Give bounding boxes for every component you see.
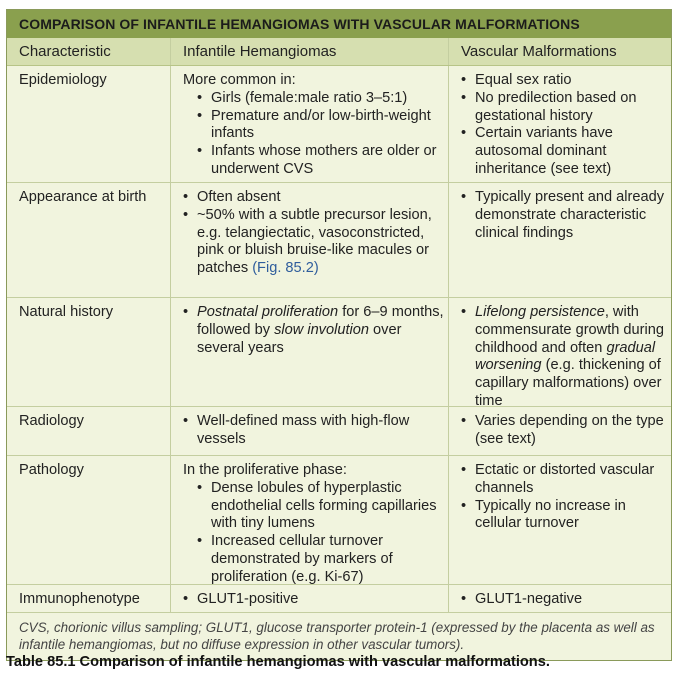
- hemangioma-cell: [170, 66, 448, 182]
- list-item: • Varies depending on the type (see text): [461, 413, 664, 447]
- list-item: • Premature and/or low-birth-weight infants: [197, 107, 431, 142]
- table-row-epidemiology: [7, 66, 671, 183]
- list-item: • Typically no increase in cellular turnover: [461, 497, 626, 532]
- hemangioma-cell: [170, 407, 448, 455]
- list-item: • GLUT1-negative: [461, 591, 583, 607]
- malformation-cell: [448, 298, 671, 409]
- list-item: • Equal sex ratio: [461, 72, 572, 88]
- list-item: • Well-defined mass with high-flow vessels: [183, 413, 410, 447]
- list-item: • Typically present and already demonstrate characteristic clinical findings: [461, 189, 665, 241]
- characteristic-cell: Epidemiology: [19, 72, 107, 88]
- list-item: • ~50% with a subtle precursor lesion, e.g. telangiectatic, vasoconstricted, pink or bluish bruise-like macules or patches (Fig. 85.2): [183, 206, 432, 277]
- table-row-natural-history: [7, 298, 671, 407]
- table-row-immunophenotype: [7, 585, 671, 613]
- list-item: • Lifelong persistence, with commensurate growth during childhood and often gradual worsening (e.g. thickening of capillary malformations) over time: [461, 304, 664, 409]
- hemangioma-cell: [170, 298, 448, 406]
- characteristic-cell: Radiology: [19, 413, 84, 429]
- list-item: • Girls (female:male ratio 3–5:1): [197, 89, 408, 106]
- malformation-cell: [448, 407, 671, 455]
- table-caption: Table 85.1 Comparison of infantile hemangiomas with vascular malformations.: [6, 654, 550, 670]
- list-item: • Ectatic or distorted vascular channels: [461, 462, 655, 496]
- list-item: • No predilection based on gestational history: [461, 89, 637, 124]
- table-header-row: [7, 38, 671, 66]
- list-item: • Increased cellular turnover demonstrated by markers of proliferation (e.g. Ki-67): [197, 533, 393, 585]
- list-item: • Postnatal proliferation for 6–9 months, followed by slow involution over several years: [183, 304, 444, 356]
- table-row-radiology: [7, 407, 671, 456]
- list-item: • Certain variants have autosomal dominant inheritance (see text): [461, 125, 613, 177]
- characteristic-cell: Natural history: [19, 304, 114, 320]
- cell-intro: In the proliferative phase:: [183, 462, 347, 478]
- hemangioma-cell: [170, 183, 448, 297]
- characteristic-cell: Immunophenotype: [19, 591, 140, 607]
- cell-intro: More common in:: [183, 72, 296, 88]
- malformation-cell: [448, 66, 671, 182]
- header-infantile-hemangiomas: Infantile Hemangiomas: [170, 38, 448, 65]
- list-item: • GLUT1-positive: [183, 591, 299, 607]
- hemangioma-cell: [170, 585, 448, 612]
- malformation-cell: [448, 585, 671, 612]
- header-vascular-malformations: Vascular Malformations: [448, 38, 671, 65]
- list-item: • Dense lobules of hyperplastic endothelial cells forming capillaries with tiny lumens: [197, 479, 437, 532]
- table-footnote: CVS, chorionic villus sampling; GLUT1, glucose transporter protein-1 (expressed by the placenta as well as infantile hemangiomas, but no diffuse expression in other vascular tumors).: [7, 613, 671, 660]
- table-row-appearance-at-birth: [7, 183, 671, 298]
- malformation-cell: [448, 183, 671, 297]
- characteristic-cell: Pathology: [19, 462, 84, 478]
- table-title: COMPARISON OF INFANTILE HEMANGIOMAS WITH VASCULAR MALFORMATIONS: [7, 10, 671, 38]
- header-characteristic: Characteristic: [19, 43, 111, 60]
- comparison-table: [6, 9, 672, 661]
- malformation-cell: [448, 456, 671, 584]
- list-item: • Often absent: [183, 189, 281, 205]
- figure-reference-link[interactable]: (Fig. 85.2): [252, 260, 319, 277]
- table-row-pathology: [7, 456, 671, 585]
- list-item: • Infants whose mothers are older or underwent CVS: [197, 143, 437, 177]
- hemangioma-cell: [170, 456, 448, 584]
- characteristic-cell: Appearance at birth: [19, 189, 147, 205]
